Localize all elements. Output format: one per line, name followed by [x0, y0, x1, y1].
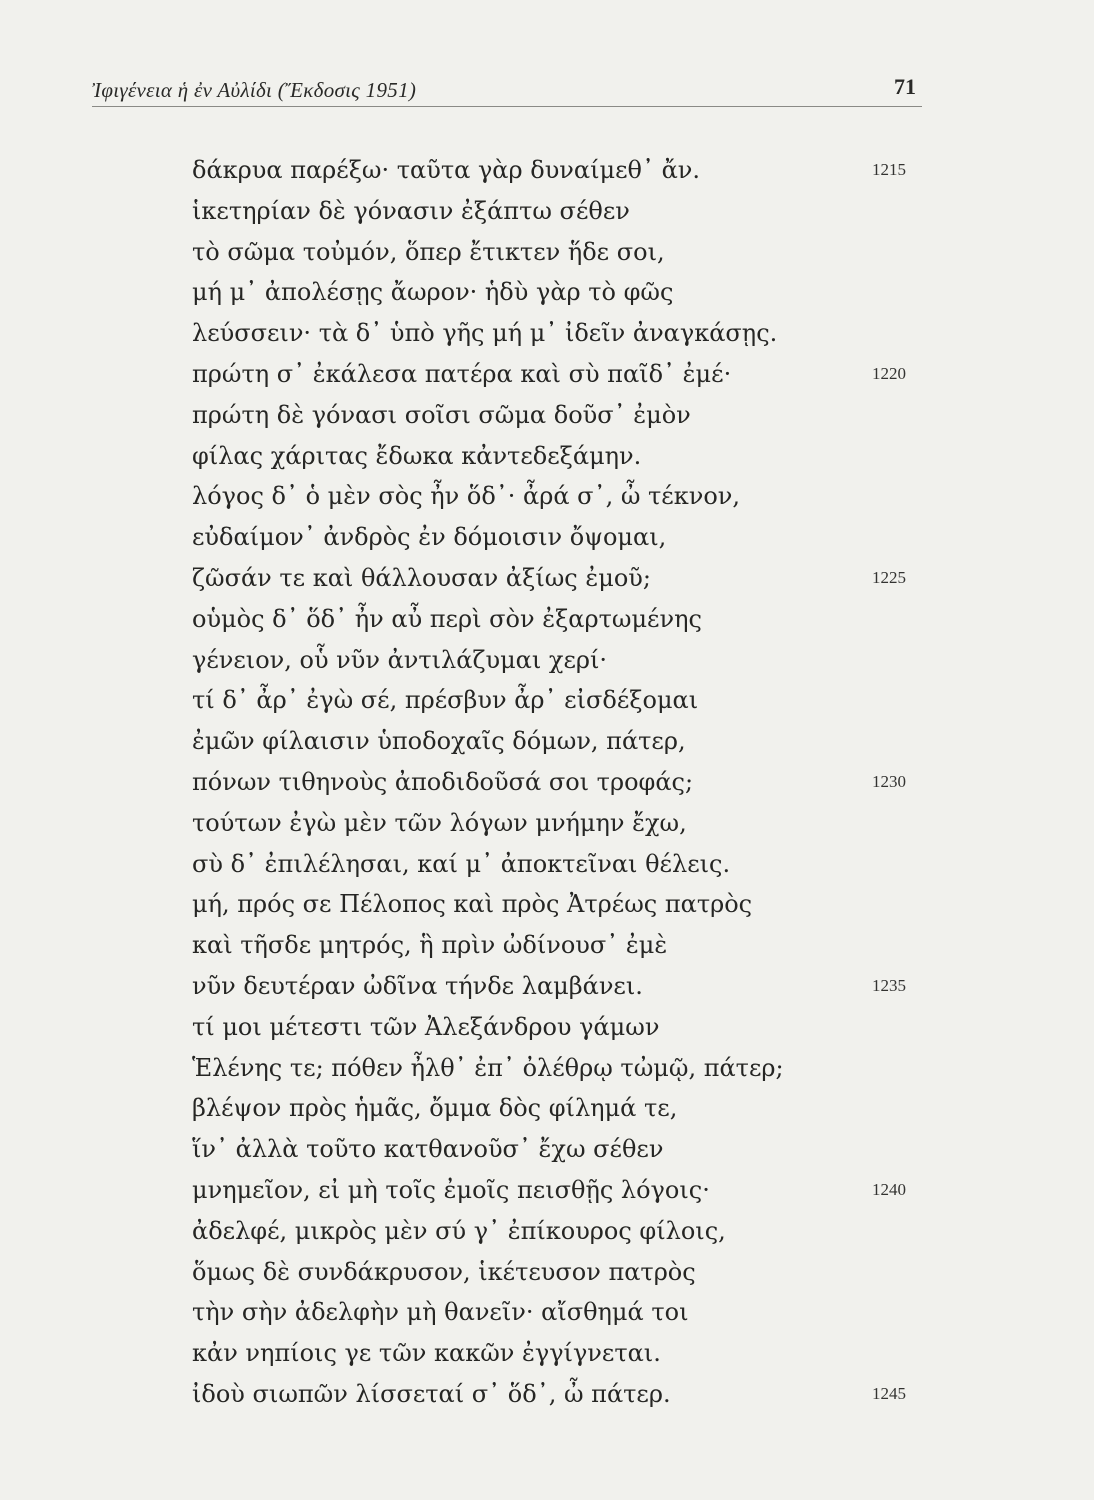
verse-text: φίλας χάριτας ἔδωκα κἀντεδεξάμην.: [192, 441, 642, 470]
verse-text: εὐδαίμον᾽ ἀνδρὸς ἐν δόμοισιν ὄψομαι,: [192, 523, 667, 552]
header-rule: [92, 106, 922, 107]
verse-text: πόνων τιθηνοὺς ἀποδιδοῦσά σοι τροφάς;: [192, 767, 694, 796]
verse-text: μή, πρός σε Πέλοπος καὶ πρὸς Ἀτρέως πατρὸς: [192, 890, 753, 919]
verse-line: [192, 313, 912, 354]
verse-line: [192, 680, 912, 721]
verse-line: [192, 150, 912, 191]
verse-line: [192, 1088, 912, 1129]
verse-text: τί μοι μέτεστι τῶν Ἀλεξάνδρου γάμων: [192, 1012, 660, 1041]
verse-text: γένειον, οὗ νῦν ἀντιλάζυμαι χερί·: [192, 645, 608, 674]
line-number: 1235: [872, 975, 906, 995]
verse-text: τί δ᾽ ἆρ᾽ ἐγὼ σέ, πρέσβυν ἆρ᾽ εἰσδέξομαι: [192, 686, 699, 715]
line-number: 1225: [872, 567, 906, 587]
verse-line: [192, 436, 912, 477]
verse-text: μνημεῖον, εἰ μὴ τοῖς ἐμοῖς πεισθῇς λόγοις·: [192, 1175, 710, 1204]
verse-line: [192, 1170, 912, 1211]
verse-line: [192, 599, 912, 640]
verse-text: ἵν᾽ ἀλλὰ τοῦτο κατθανοῦσ᾽ ἔχω σέθεν: [192, 1135, 664, 1164]
line-number: 1220: [872, 363, 906, 383]
line-number: 1230: [872, 771, 906, 791]
verse-line: [192, 1252, 912, 1293]
verse-text: σὺ δ᾽ ἐπιλέλησαι, καί μ᾽ ἀποκτεῖναι θέλεις.: [192, 849, 731, 878]
verse-text: καὶ τῆσδε μητρός, ἣ πρὶν ὠδίνουσ᾽ ἐμὲ: [192, 931, 668, 960]
verse-text: οὑμὸς δ᾽ ὅδ᾽ ἦν αὖ περὶ σὸν ἐξαρτωμένης: [192, 604, 702, 633]
verse-text: ἀδελφέ, μικρὸς μὲν σύ γ᾽ ἐπίκουρος φίλοις,: [192, 1216, 726, 1245]
verse-text: τὸ σῶμα τοὐμόν, ὅπερ ἔτικτεν ἥδε σοι,: [192, 237, 665, 266]
verse-line: [192, 232, 912, 273]
verse-text: ἱκετηρίαν δὲ γόνασιν ἐξάπτω σέθεν: [192, 196, 630, 225]
line-number: 1215: [872, 160, 906, 179]
verse-text: μή μ᾽ ἀπολέσῃς ἄωρον· ἡδὺ γὰρ τὸ φῶς: [192, 278, 674, 307]
verse-line: [192, 1048, 912, 1089]
verse-line: [192, 476, 912, 517]
page-number: 71: [894, 74, 916, 99]
line-number: 1245: [872, 1383, 906, 1403]
verse-line: [192, 354, 912, 395]
verse-text: τούτων ἐγὼ μὲν τῶν λόγων μνήμην ἔχω,: [192, 808, 687, 837]
verse-text: ἰδοὺ σιωπῶν λίσσεταί σ᾽ ὅδ᾽, ὦ πάτερ.: [192, 1379, 671, 1408]
verse-text: λόγος δ᾽ ὁ μὲν σὸς ἦν ὅδ᾽· ἆρά σ᾽, ὦ τέκνον,: [192, 482, 740, 511]
verse-text: νῦν δευτέραν ὠδῖνα τήνδε λαμβάνει.: [192, 971, 643, 1000]
verse-text: βλέψον πρὸς ἡμᾶς, ὄμμα δὸς φίλημά τε,: [192, 1094, 678, 1123]
verse-line: [192, 272, 912, 313]
verse-text: Ἑλένης τε; πόθεν ἦλθ᾽ ἐπ᾽ ὀλέθρῳ τὠμῷ, πάτερ;: [192, 1053, 784, 1082]
verse-line: [192, 640, 912, 681]
verse-line: [192, 762, 912, 803]
verse-line: [192, 925, 912, 966]
verse-block: [192, 150, 912, 1415]
verse-line: [192, 884, 912, 925]
verse-line: [192, 1333, 912, 1374]
verse-line: [192, 1292, 912, 1333]
line-number: 1240: [872, 1179, 906, 1199]
verse-line: [192, 721, 912, 762]
verse-line: [192, 1374, 912, 1415]
page-header: [92, 72, 922, 108]
verse-text: ὅμως δὲ συνδάκρυσον, ἱκέτευσον πατρὸς: [192, 1257, 696, 1286]
verse-line: [192, 966, 912, 1007]
verse-line: [192, 395, 912, 436]
verse-line: [192, 1129, 912, 1170]
verse-line: [192, 803, 912, 844]
verse-line: [192, 517, 912, 558]
verse-text: λεύσσειν· τὰ δ᾽ ὑπὸ γῆς μή μ᾽ ἰδεῖν ἀναγκάσῃς.: [192, 319, 778, 348]
verse-line: [192, 1211, 912, 1252]
verse-text: κἀν νηπίοις γε τῶν κακῶν ἐγγίγνεται.: [192, 1339, 661, 1368]
verse-line: [192, 558, 912, 599]
running-title: Ἰφιγένεια ἡ ἐν Αὐλίδι (Ἔκδοσις 1951): [92, 78, 417, 102]
verse-text: δάκρυα παρέξω· ταῦτα γὰρ δυναίμεθ᾽ ἄν.: [192, 156, 701, 184]
verse-text: τὴν σὴν ἀδελφὴν μὴ θανεῖν· αἴσθημά τοι: [192, 1298, 689, 1327]
verse-line: [192, 1007, 912, 1048]
verse-line: [192, 191, 912, 232]
verse-text: πρώτη σ᾽ ἐκάλεσα πατέρα καὶ σὺ παῖδ᾽ ἐμέ·: [192, 359, 732, 388]
verse-line: [192, 844, 912, 885]
verse-text: πρώτη δὲ γόνασι σοῖσι σῶμα δοῦσ᾽ ἐμὸν: [192, 400, 691, 429]
verse-text: ἐμῶν φίλαισιν ὑποδοχαῖς δόμων, πάτερ,: [192, 727, 686, 756]
verse-text: ζῶσάν τε καὶ θάλλουσαν ἀξίως ἐμοῦ;: [192, 563, 651, 592]
